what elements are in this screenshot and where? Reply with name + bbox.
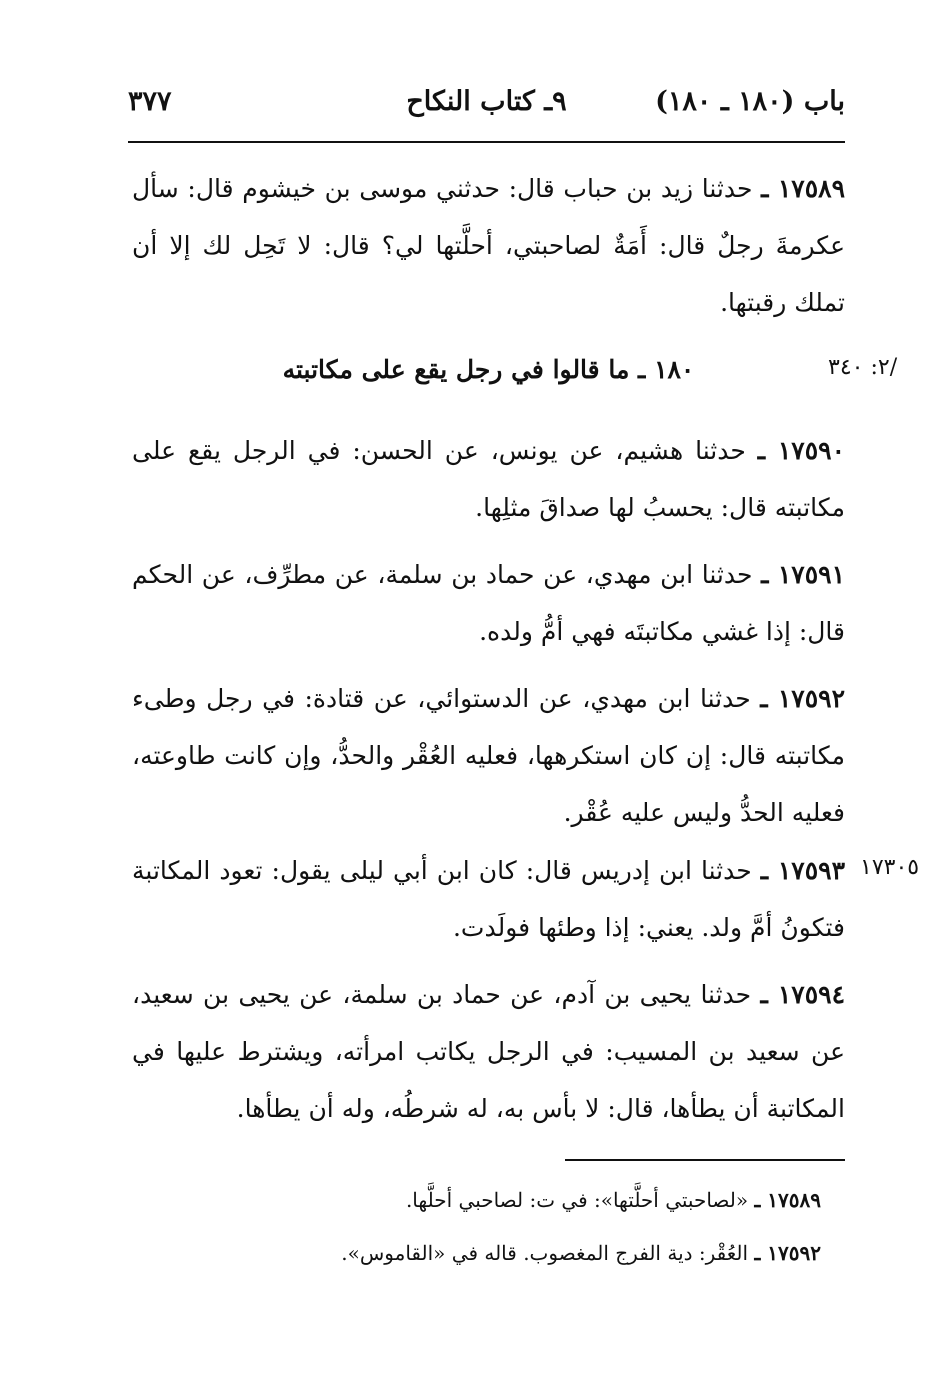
footnote-17589 xyxy=(132,1185,821,1215)
hadith-entry-17594 xyxy=(132,966,845,1137)
hadith-number: ١٧٥٩١ ـ xyxy=(761,560,845,589)
hadith-text: حدثنا زيد بن حباب قال: حدثني موسى بن خيشوم قال: سأل عكرمةَ رجلٌ قال: أَمَةٌ لصاحبتي، أحلَّتها لي؟ قال: لا تَحِل لك إلا أن تملك رقبتها. xyxy=(132,174,845,317)
hadith-entry-17591 xyxy=(132,546,845,660)
hadith-number: ١٧٥٩٣ ـ xyxy=(760,856,845,885)
footnote-text: العُقْر: دية الفرج المغصوب. قاله في «القاموس». xyxy=(341,1241,749,1265)
hadith-text: حدثنا هشيم، عن يونس، عن الحسن: في الرجل يقع على مكاتبته قال: يحسبُ لها صداقَ مثلِها. xyxy=(132,436,845,522)
hadith-number: ١٧٥٩٢ ـ xyxy=(760,684,846,713)
hadith-entry-17589 xyxy=(132,160,845,331)
section-title: ١٨٠ ـ ما قالوا في رجل يقع على مكاتبته xyxy=(282,355,695,384)
footnote-number: ١٧٥٨٩ ـ xyxy=(754,1188,821,1212)
hadith-entry-17590 xyxy=(132,422,845,536)
hadith-number: ١٧٥٨٩ ـ xyxy=(761,174,846,203)
footnote-17592 xyxy=(132,1238,821,1268)
hadith-entry-17592 xyxy=(132,670,845,841)
hadith-number: ١٧٥٩٠ ـ xyxy=(757,436,845,465)
footnote-rule xyxy=(565,1159,845,1161)
hadith-text: حدثنا يحيى بن آدم، عن حماد بن سلمة، عن يحيى بن سعيد، عن سعيد بن المسيب: في الرجل يكاتب امرأته، ويشترط عليها في المكاتبة أن يطأها، قال: لا بأس به، له شرطُه، وله أن يطأها. xyxy=(132,980,845,1123)
book-title: ٩ـ كتاب النكاح xyxy=(406,86,567,117)
margin-hadith-ref: ١٧٣٠٥ xyxy=(860,855,920,880)
footnote-text: «لصاحبتي أحلَّتها»: في ت: لصاحبي أحلَّها. xyxy=(405,1188,749,1212)
running-header xyxy=(128,86,845,130)
hadith-text: حدثنا ابن مهدي، عن الدستوائي، عن قتادة: في رجل وطىء مكاتبته قال: إن كان استكرهها، فعليه العُقْر والحدُّ، وإن كانت طاوعته، فعليه الحدُّ وليس عليه عُقْر. xyxy=(132,684,845,827)
header-rule xyxy=(128,141,845,143)
chapter-range: باب (١٨٠ ـ ١٨٠) xyxy=(655,86,845,117)
hadith-number: ١٧٥٩٤ ـ xyxy=(760,980,846,1009)
hadith-text: حدثنا ابن مهدي، عن حماد بن سلمة، عن مطرِّف، عن الحكم قال: إذا غشي مكاتبتَه فهي أمُّ ولده. xyxy=(132,560,845,646)
footnote-number: ١٧٥٩٢ ـ xyxy=(754,1241,821,1265)
hadith-entry-17593 xyxy=(132,842,845,956)
hadith-text: حدثنا ابن إدريس قال: كان ابن أبي ليلى يقول: تعود المكاتبة فتكونُ أمَّ ولد. يعني: إذا وطئها فولَدت. xyxy=(132,856,845,942)
margin-volume-ref: /٢: ٣٤٠ xyxy=(828,355,898,380)
page-number: ٣٧٧ xyxy=(128,86,172,117)
